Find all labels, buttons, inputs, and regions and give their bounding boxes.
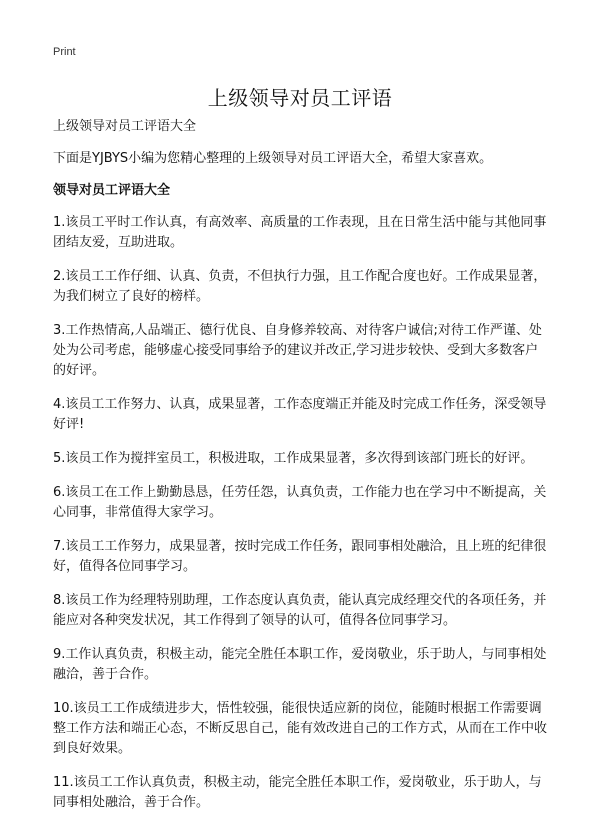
intro-paragraph: 下面是YJBYS小编为您精心整理的上级领导对员工评语大全，希望大家喜欢。 xyxy=(53,151,493,166)
review-item-6: 6.该员工在工作上勤勤恳恳，任劳任怨，认真负责，工作能力也在学习中不断提高，关心同事，非常值得大家学习。 xyxy=(53,485,547,520)
subtitle: 上级领导对员工评语大全 xyxy=(53,119,197,134)
review-item-7: 7.该员工工作努力，成果显著，按时完成工作任务，跟同事相处融洽，且上班的纪律很好，值得各位同事学习。 xyxy=(53,539,547,574)
review-item-4: 4.该员工工作努力、认真，成果显著，工作态度端正并能及时完成工作任务，深受领导好评! xyxy=(53,397,547,432)
review-item-8: 8.该员工作为经理特别助理，工作态度认真负责，能认真完成经理交代的各项任务，并能应对各种突发状况，其工作得到了领导的认可，值得各位同事学习。 xyxy=(53,593,547,628)
document-body xyxy=(53,117,550,827)
review-item-9: 9.工作认真负责，积极主动，能完全胜任本职工作，爱岗敬业，乐于助人，与同事相处融洽，善于合作。 xyxy=(53,647,547,682)
section-heading: 领导对员工评语大全 xyxy=(53,183,171,198)
page-title: 上级领导对员工评语 xyxy=(207,86,393,110)
review-item-1: 1.该员工平时工作认真，有高效率、高质量的工作表现，且在日常生活中能与其他同事团结友爱，互助进取。 xyxy=(53,215,547,250)
review-item-10: 10.该员工工作成绩进步大，悟性较强，能很快适应新的岗位，能随时根据工作需要调整工作方法和端正心态，不断反思自己，能有效改进自己的工作方式，从而在工作中收到良好效果。 xyxy=(53,701,548,756)
review-item-5: 5.该员工作为搅拌室员工，积极进取，工作成果显著，多次得到该部门班长的好评。 xyxy=(53,451,534,466)
review-item-3: 3.工作热情高,人品端正、德行优良、自身修养较高、对待客户诚信;对待工作严谨、处处为公司考虑，能够虚心接受同事给予的建议并改正,学习进步较快、受到大多数客户的好评。 xyxy=(53,323,542,378)
print-link[interactable]: Print xyxy=(53,46,76,58)
review-item-2: 2.该员工工作仔细、认真、负责，不但执行力强，且工作配合度也好。工作成果显著，为我们树立了良好的榜样。 xyxy=(53,269,547,304)
review-item-11: 11.该员工工作认真负责，积极主动，能完全胜任本职工作，爱岗敬业，乐于助人，与同事相处融洽，善于合作。 xyxy=(53,775,542,810)
